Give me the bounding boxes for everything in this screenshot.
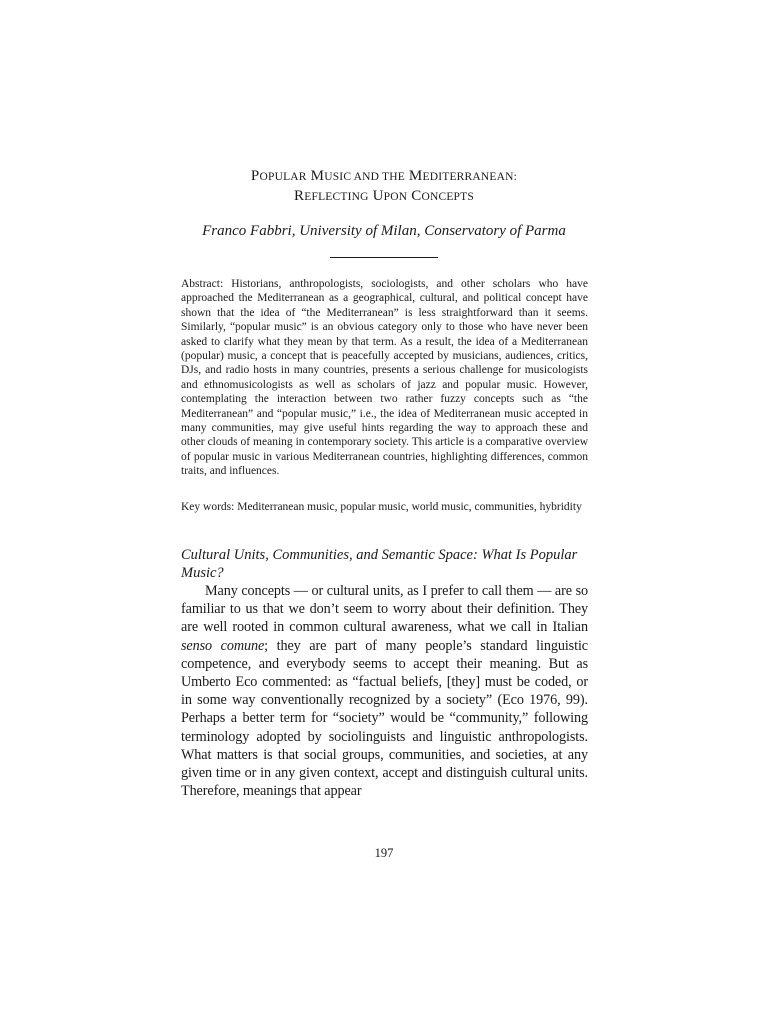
body-paragraph <box>181 582 588 800</box>
article-title-line-1 <box>180 166 588 187</box>
title-word: EDITERRANEAN: <box>422 171 518 183</box>
title-letter: M <box>310 168 325 184</box>
title-word: OPULAR <box>259 171 307 183</box>
title-word: EFLECTING <box>304 191 369 203</box>
title-word: USIC AND THE <box>324 171 405 183</box>
body-text-segment: ; they are part of many people’s standard linguistic competence, and everybody seems to accept their meaning. But as Umberto Eco commented: as “factual beliefs, [they] must be coded, or in some way conventionally recognized by a society” (Eco 1976, 99). Perhaps a better term for “society” would be “community,” following terminology adopted by sociolinguists and linguistic anthropologists. What matters is that social groups, communities, and societies, at any given time or in any given context, accept and distinguish cultural units. Therefore, meanings that appear <box>181 637 588 800</box>
title-letter: U <box>372 188 384 204</box>
section-heading: Cultural Units, Communities, and Semantic Space: What Is Popular Music? <box>181 547 578 581</box>
author-affiliation: Franco Fabbri, University of Milan, Conservatory of Parma <box>202 223 566 239</box>
keywords: Key words: Mediterranean music, popular music, world music, communities, hybridity <box>181 501 582 513</box>
article-title-line-2 <box>180 186 588 207</box>
title-word: ONCEPTS <box>421 191 474 203</box>
title-letter: R <box>294 188 305 204</box>
abstract: Abstract: Historians, anthropologists, sociologists, and other scholars who have approached the Mediterranean as a geographical, cultural, and political concept have shown that the idea of “the Mediterranean” is less straightforward than it seems. Similarly, “popular music” is an obvious category only to those who have never been asked to clarify what they mean by that term. As a result, the idea of a Mediterranean (popular) music, a concept that is peacefully accepted by musicians, audiences, critics, DJs, and radio hosts in many countries, presents a serious challenge for musicologists and ethnomusicologists as well as scholars of jazz and popular music. However, contemplating the interaction between two rather fuzzy concepts such as “the Mediterranean” and “popular music,” i.e., the idea of Mediterranean music accepted in many communities, may give useful hints regarding the way to approach these and other clouds of meaning in contemporary society. This article is a comparative overview of popular music in various Mediterranean countries, highlighting differences, common traits, and influences. <box>181 278 588 478</box>
title-letter: C <box>411 188 422 204</box>
page-number: 197 <box>374 846 394 860</box>
title-letter: M <box>408 168 423 184</box>
body-emphasis: senso comune <box>181 637 265 654</box>
divider-rule <box>330 257 438 258</box>
title-letter: P <box>250 168 260 184</box>
body-text-segment: Many concepts — or cultural units, as I prefer to call them — are so familiar to us that we don’t seem to worry about their definition. They are well rooted in common cultural awareness, what we call in Italian <box>181 583 588 636</box>
title-word: PON <box>383 191 408 203</box>
